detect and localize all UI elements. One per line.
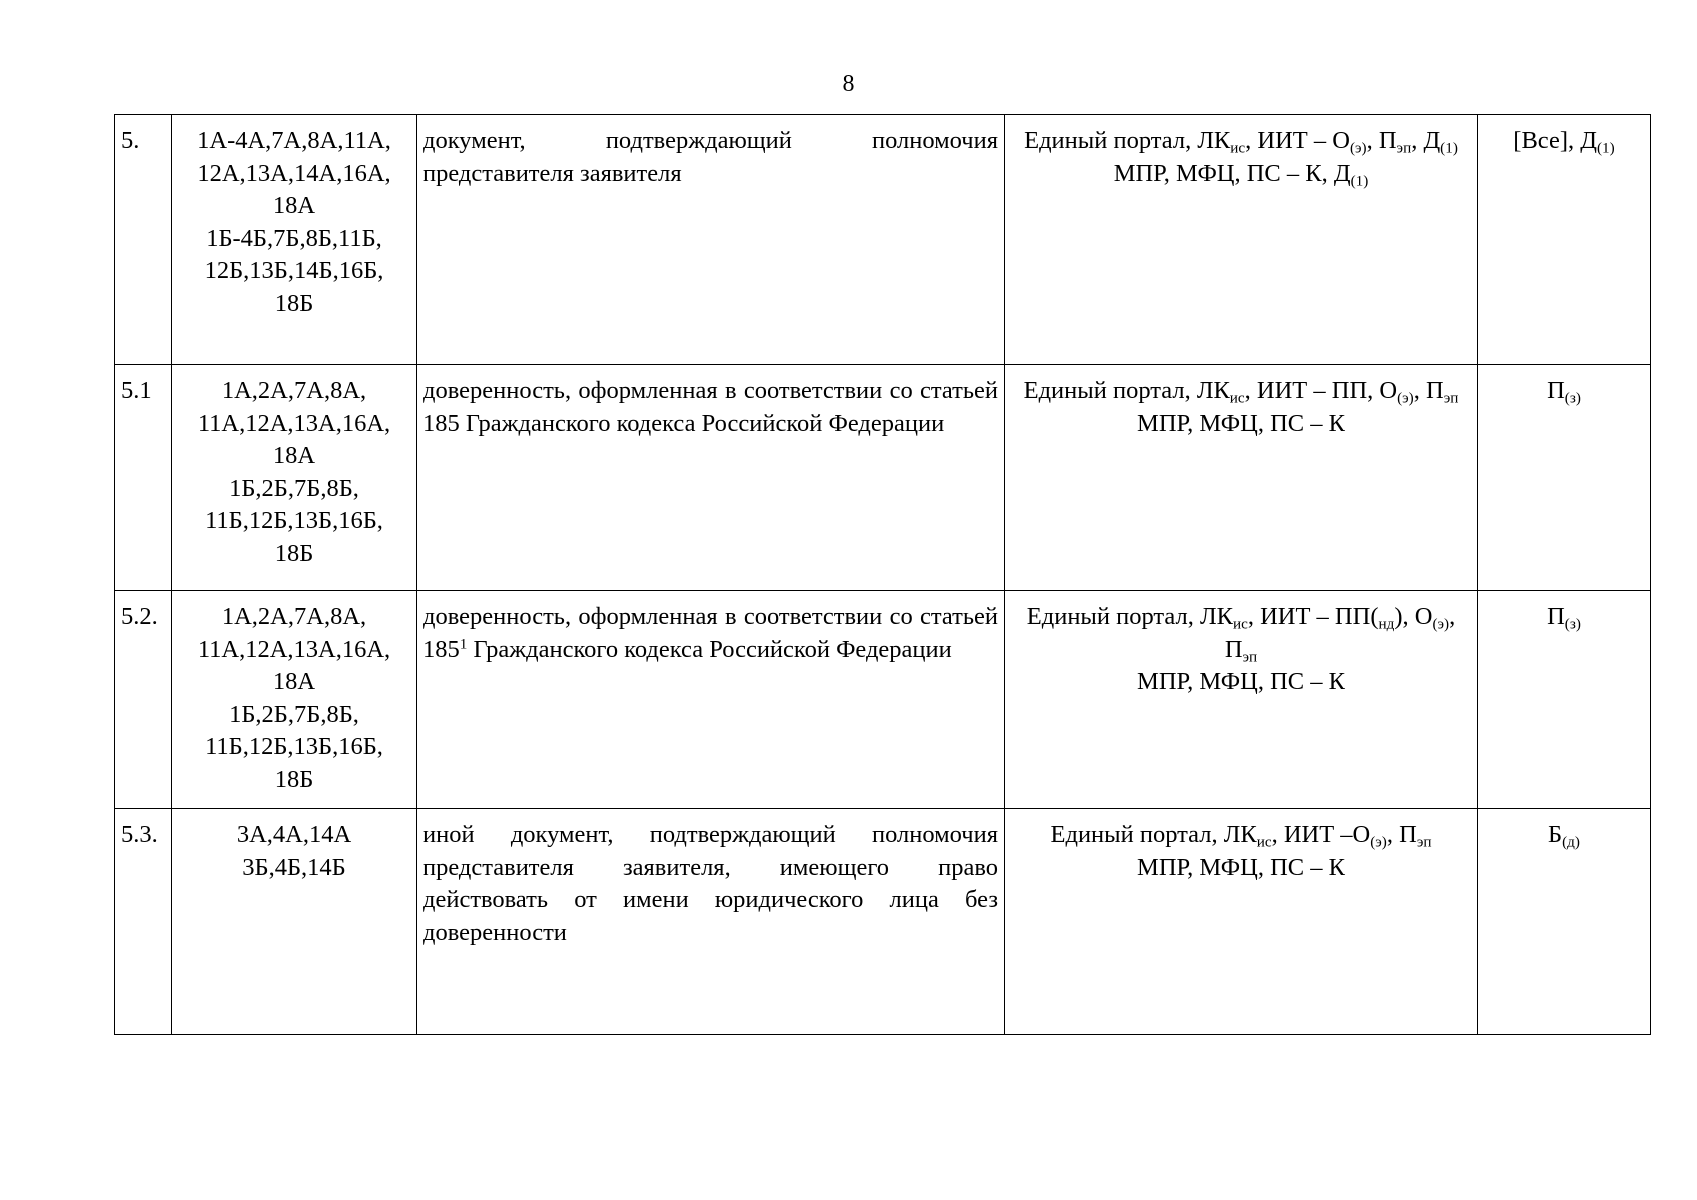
applicant-codes	[172, 591, 417, 809]
cell-line: 1А,2А,7А,8А,	[221, 377, 367, 404]
cell-line: иной документ, подтверждающий полномочия представителя заявителя, имеющего право действовать от имени юридического лица без доверенности	[423, 821, 998, 946]
cell-line: 1А,2А,7А,8А,	[221, 603, 367, 630]
cell-line: 12А,13А,14А,16А,	[197, 159, 391, 187]
subscript: ис	[1256, 833, 1272, 851]
documents-table	[114, 114, 1651, 1035]
row-number: 5.	[115, 115, 172, 365]
subscript: ис	[1230, 139, 1246, 157]
cell-line: 18Б	[274, 289, 314, 317]
subscript: эп	[1242, 647, 1258, 665]
subscript: (1)	[1440, 139, 1458, 157]
cell-line: документ, подтверждающий полномочия представителя заявителя	[423, 127, 998, 187]
document-mark	[1478, 591, 1651, 809]
cell-line: МПР, МФЦ, ПС – К	[1137, 668, 1345, 695]
cell-line: доверенность, оформленная в соответствии со статьей $185^1$ Гражданского кодекса Российской Федерации	[423, 603, 998, 663]
cell-line: 18Б	[274, 765, 314, 793]
cell-line: $П_{(з)}$	[1547, 603, 1581, 633]
cell-line: Единый портал, $ЛК_{ис}$, ИИТ – ПП, $О_{(э)}$, $П_{эп}$	[1023, 377, 1459, 407]
cell-line: 11А,12А,13А,16А,	[197, 635, 391, 663]
superscript: 1	[459, 635, 468, 653]
document-description	[417, 115, 1005, 365]
subscript: (э)	[1370, 833, 1387, 851]
cell-line: 1Б,2Б,7Б,8Б,	[229, 474, 359, 502]
table-row	[115, 591, 1651, 809]
cell-line: 1Б,2Б,7Б,8Б,	[229, 700, 359, 728]
cell-line: 11Б,12Б,13Б,16Б,	[205, 507, 383, 534]
subscript: (з)	[1564, 615, 1581, 633]
cell-line: МПР, МФЦ, ПС – К, $Д_{(1)}$	[1113, 159, 1369, 189]
cell-line: 3Б,4Б,14Б	[242, 853, 346, 881]
cell-line: [Все], $Д_{(1)}$	[1513, 127, 1615, 157]
document-mark	[1478, 809, 1651, 1035]
table-row	[115, 809, 1651, 1035]
cell-line: МПР, МФЦ, ПС – К	[1137, 853, 1345, 881]
cell-line: доверенность, оформленная в соответствии со статьей 185 Гражданского кодекса Российской Федерации	[423, 377, 998, 437]
cell-line: 18А	[272, 442, 316, 469]
cell-line: $Б_{(д)}$	[1548, 821, 1580, 851]
applicant-codes	[172, 809, 417, 1035]
subscript: (э)	[1397, 389, 1414, 407]
cell-line: 18Б	[274, 539, 314, 567]
cell-line: Единый портал, $ЛК_{ис}$, ИИТ – $ПП(_{нд})$, $О_{(э)}$, $П_{эп}$	[1026, 603, 1456, 665]
subscript: (з)	[1564, 389, 1581, 407]
document-description	[417, 809, 1005, 1035]
table-row	[115, 115, 1651, 365]
table-row	[115, 365, 1651, 591]
subscript: эп	[1443, 389, 1459, 407]
row-number: 5.1	[115, 365, 172, 591]
cell-line: $П_{(з)}$	[1547, 377, 1581, 407]
subscript: ис	[1229, 389, 1245, 407]
cell-line: 18А	[272, 668, 316, 695]
document-description	[417, 365, 1005, 591]
cell-line: 11А,12А,13А,16А,	[197, 409, 391, 437]
subscript: эп	[1416, 833, 1432, 851]
subscript: (1)	[1596, 139, 1615, 157]
cell-line: 11Б,12Б,13Б,16Б,	[205, 733, 383, 760]
cell-line: 3А,4А,14А	[236, 821, 352, 848]
subscript: (э)	[1432, 615, 1450, 633]
row-number: 5.2.	[115, 591, 172, 809]
submission-methods	[1005, 365, 1478, 591]
submission-methods	[1005, 115, 1478, 365]
row-number: 5.3.	[115, 809, 172, 1035]
submission-methods	[1005, 591, 1478, 809]
document-mark	[1478, 115, 1651, 365]
subscript: нд	[1378, 615, 1395, 633]
applicant-codes	[172, 365, 417, 591]
subscript: (д)	[1562, 833, 1580, 851]
applicant-codes	[172, 115, 417, 365]
cell-line: 1А-4А,7А,8А,11А,	[197, 127, 391, 154]
subscript: (1)	[1350, 171, 1369, 189]
subscript: ис	[1232, 615, 1248, 633]
cell-line: Единый портал, $ЛК_{ис}$, ИИТ – $О_{(э)}$, $П_{эп}$, $Д_{(1)}$	[1024, 127, 1458, 157]
cell-line: МПР, МФЦ, ПС – К	[1137, 409, 1345, 437]
cell-line: 18А	[272, 192, 316, 219]
subscript: (э)	[1349, 139, 1367, 157]
page-number: 8	[842, 71, 855, 97]
submission-methods	[1005, 809, 1478, 1035]
document-description	[417, 591, 1005, 809]
subscript: эп	[1396, 139, 1412, 157]
cell-line: 12Б,13Б,14Б,16Б,	[204, 257, 384, 284]
cell-line: Единый портал, $ЛК_{ис}$, ИИТ $-О_{(э)}$, $П_{эп}$	[1050, 821, 1432, 851]
cell-line: 1Б-4Б,7Б,8Б,11Б,	[206, 224, 382, 252]
document-mark	[1478, 365, 1651, 591]
